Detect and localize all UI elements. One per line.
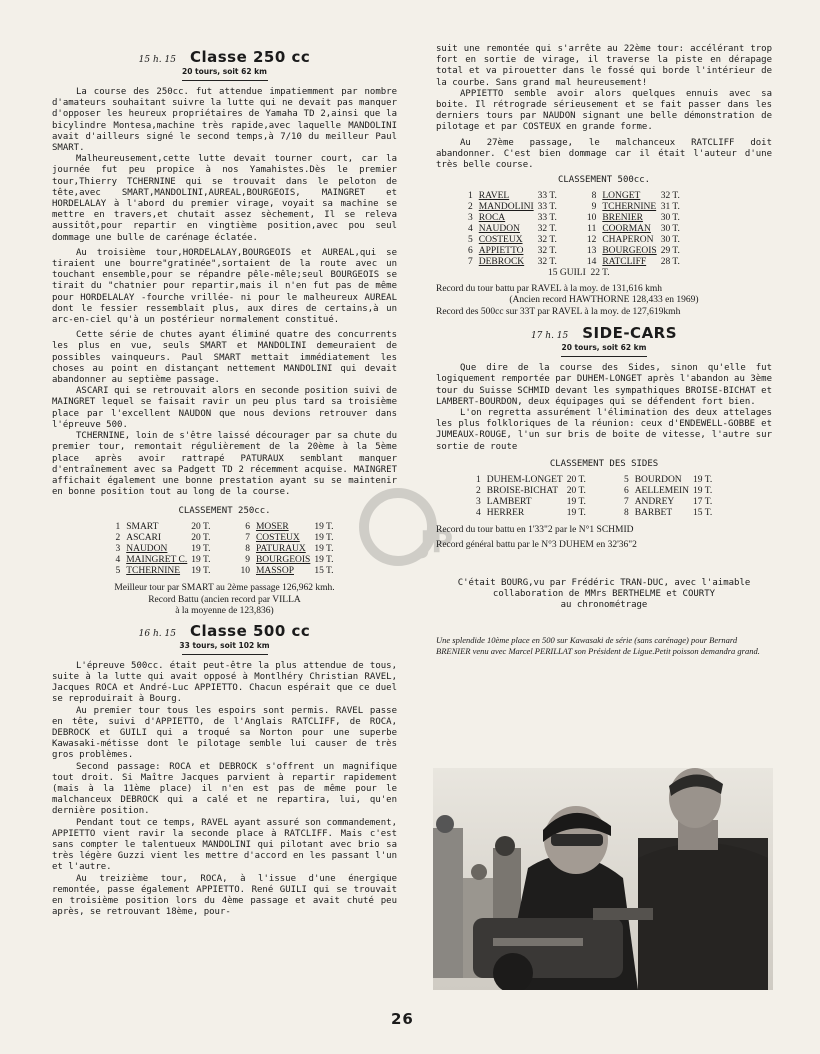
section-subtitle: 33 tours, soit 102 km [179,640,270,650]
paragraph: Pendant tout ce temps, RAVEL ayant assuré son commandement, APPIETTO vient ravir la seconde place à RATCLIFF. Mais c'est sans compter le talentueux MANDOLINI qui pilotant avec brio sa très légère Guzzi vient les mettre d'accord en les passant l'un et l'autre. [52,817,397,873]
laps: 31 T. [660,202,680,213]
position: 2 [476,485,481,496]
results-title: CLASSEMENT 250cc. [178,506,271,517]
laps: 19 T. [191,566,211,577]
paragraph: Second passage: ROCA et DEBROCK s'offrent un magnifique tout droit. Si Maître Jacques parvient à repartir rapidement (mais à la 11ème place) il n'en est pas de même pour le malchanceux DEBROCK qui a calé et ne repartira, lui, qu'en dernière position. [52,761,397,817]
divider [182,80,268,81]
crew-name: BARBET [634,507,673,518]
rider-name: RATCLIFF [602,257,647,268]
record-line: Record du tour battu en 1'33"2 par le N°1 SCHMID [436,524,634,535]
paragraph: Au treizième tour, ROCA, à l'issue d'une énergique remontée, passe également APPIETTO. René GUILI qui se trouvait en troisième position lors du 4ème passage et avait chuté peu après, se retrouvant 18ème, pour- [52,873,397,918]
position: 4 [476,507,481,518]
position: 14 [586,257,597,268]
rider-name: RAVEL [478,191,510,202]
rider-name: PATURAUX [255,544,306,555]
section-250-header [52,48,397,66]
rider-name: BRENIER [602,213,643,224]
laps: 32 T. [537,224,557,235]
section-subtitle: 20 tours, soit 62 km [182,67,267,76]
table-row [474,486,714,497]
paragraph: APPIETTO semble avoir alors quelques ennuis avec sa boite. Il rétrograde sérieusement et se fait passer dans les derniers tours par NAUDON signant une belle démonstration de pilotage et par COSTEUX en grande forme. [436,88,772,133]
position: 5 [468,235,473,246]
table-row [474,475,714,486]
laps: 19 T. [314,544,334,555]
rider-name: ROCA [478,213,506,224]
position: 7 [623,496,629,507]
position: 6 [245,522,250,533]
rider-name: CHAPERON [602,235,654,246]
paragraph: L'épreuve 500cc. était peut-être la plus attendue de tous, suite à la lutte qui avait opposé à Montlhéry Christian RAVEL, Jacques ROCA et André-Luc APPIETTO. Chacun espérait que ce duel se reproduirait à Bourg. [52,660,397,705]
paragraph: suit une remontée qui s'arrête au 22ème tour: accélérant trop fort en sortie de virage, il traverse la piste en dérapage total et va pirouetter dans le fossé qui borde l'intérieur de la courbe. Sans grand mal heureusement! [436,44,772,88]
laps: 15 T. [693,507,713,518]
crew-name: ANDREY [634,496,675,507]
left-column [52,44,397,918]
record-line: Record général battu par le N°3 DUHEM en 32'36"2 [436,540,637,551]
section-subtitle: 20 tours, soit 62 km [561,343,647,353]
paragraph: Malheureusement,cette lutte devait tourner court, car la journée fut peu propice à nos Yamahistes.Dès le premier tour,Thierry TCHERNINE qui se trouvait dans le peloton de tête,avec SMART,MANDOLINI,AUREAL,BOURGEOIS, MAINGRET et HORDELALAY à l'abord du premier virage, voyait sa machine se mettre en travers,et chutait assez sèchement, Il se releva aussitôt,pour repartir en vingtième position,avec pou seul dommage une bulle de carénage éclatée. [52,154,397,243]
position: 3 [476,496,481,507]
position: 7 [468,257,473,268]
rider-name: COSTEUX [478,235,523,246]
crew-name: HERRER [486,507,525,518]
laps: 19 T. [693,485,713,496]
rider-name: NAUDON [478,224,520,235]
rider-name: TCHERNINE [602,202,657,213]
section-500-header [52,622,397,640]
rider-name: MOSER [255,522,289,533]
laps: 32 T. [660,191,680,202]
page-number: 26 [391,1010,414,1028]
laps: 32 T. [537,235,557,246]
rider-name: APPIETTO [478,246,524,257]
rider-name: MANDOLINI [478,202,534,213]
paragraph: ASCARI qui se retrouvait alors en seconde position suivi de MAINGRET lequel se faisait ravir un peu plus tard sa troisième place par l'excellent NAUDON que nous devions retrouver dans l'épreuve 500. [52,386,397,430]
credits-line: collaboration de MMrs BERTHELME et COURTY [492,589,716,600]
laps: 19 T. [693,474,713,485]
rider-name: TCHERNINE [126,566,181,577]
rider-name: LONGET [602,191,641,202]
laps: 30 T. [660,235,680,246]
section-time: 17 h. 15 [530,331,569,342]
section-time: 15 h. 15 [138,55,176,65]
position: 10 [586,213,597,224]
table-row [113,555,335,566]
section-title: SIDE-CARS [582,324,678,343]
rider-name: DEBROCK [478,257,525,268]
table-row [113,544,335,555]
paragraph: Cette série de chutes ayant éliminé quatre des concurrents les plus en vue, seuls SMART et MANDOLINI demeuraient de possibles vainqueurs. Paul SMART mettait immédiatement les choses au point en distançant nettement MANDOLINI qui devait abandonner au septième passage. [52,330,397,386]
position: 12 [586,235,597,246]
results-table-sides [474,475,714,519]
laps: 20 T. [566,485,586,496]
laps: 19 T. [314,522,334,533]
paragraph: Au troisième tour,HORDELALAY,BOURGEOIS et AUREAL,qui se tiraient une bourre"gratinée",sortaient de la route avec un touchant ensemble,pour se répandre pêle-mêle;seul BOURGEOIS se tirait du "chatnier pour repartir,mais il n'en fut pas de même pour HORDELALAY -fourche vrillée- ni pour le malheureux AUREAL dont le fessier ressemblait plus, aux dires de certains,à un arc-en-ciel qu'à un postérieur normalement constitué. [52,247,397,326]
laps: 28 T. [660,257,680,268]
position: 5 [623,474,629,485]
section-title: Classe 500 cc [189,621,311,640]
divider [561,356,647,357]
position: 13 [586,246,597,257]
laps: 20 T. [566,474,586,485]
position: 5 [115,566,121,577]
table-row [113,566,335,577]
position: 3 [115,544,121,555]
position: 2 [468,202,473,213]
record-line: Record des 500cc sur 33T par RAVEL à la moy. de 127,619kmh [436,306,681,317]
results-title: CLASSEMENT 500cc. [557,175,651,186]
watermark-stamp [358,482,470,577]
position: 11 [587,224,597,235]
section-time: 16 h. 15 [138,628,176,639]
rider-name: COORMAN [602,224,651,235]
table-row [474,508,714,519]
laps: 33 T. [537,191,557,202]
position: 9 [591,202,597,213]
laps: 19 T. [566,496,586,507]
position: 4 [115,555,121,566]
photo-caption: Une splendide 10ème place en 500 sur Kawasaki de série (sans carénage) pour Bernard BRENIER venu avec Marcel PERILLAT son Président de Ligue.Petit poisson demandra grand. [436,635,760,656]
race-photo [433,768,773,990]
rider-name: COSTEUX [255,533,300,544]
position: 8 [245,544,250,555]
record-line: Record Battu (ancien record par VILLA [148,594,301,605]
position: 10 [240,566,250,577]
laps: 33 T. [537,202,557,213]
table-row [466,235,682,246]
table-row [466,246,682,257]
laps: 32 T. [537,257,557,268]
table-row [113,522,335,533]
table-row [466,191,682,202]
paragraph: La course des 250cc. fut attendue impatiemment par nombre d'amateurs souhaitant suivre la lutte qui ne devait pas manquer d'opposer les heureux propriétaires de Yamaha TD 2,ainsi que la bicylindre Montesa,machine très rapide,avec laquelle MANDOLINI avait d'ailleurs signé le second temps,à 7/10 du meilleur Paul SMART. [52,87,397,154]
record-line: Record du tour battu par RAVEL à la moy. de 131,616 kmh [436,283,663,294]
table-row [466,257,682,268]
results-table-500 [466,191,682,268]
crew-name: BOURDON [634,474,682,485]
credits-line: au chronométrage [560,600,648,611]
laps: 33 T. [537,213,557,224]
rider-name: NAUDON [126,544,168,555]
section-sidecars-header [436,324,772,342]
table-row [466,202,682,213]
record-line: Meilleur tour par SMART au 2ème passage 126,962 kmh. [114,583,335,594]
table-row [466,224,682,235]
rider-name: MASSOP [255,566,294,577]
results-last-row: 15 GUILI 22 T. [548,268,610,279]
laps: 20 T. [191,533,211,544]
rider-name: BOURGEOIS [255,555,311,566]
laps: 15 T. [314,566,334,577]
position: 1 [115,522,121,533]
results-table-250 [113,522,335,577]
position: 9 [245,555,250,566]
table-row [113,533,335,544]
paragraph: Au premier tour tous les espoirs sont permis. RAVEL passe en tête, suivi d'APPIETTO, de l'Anglais RATCLIFF, de ROCA, DEBROCK et GUILI qui a troqué sa Norton pour une superbe Kawasaki-métisse dont le pilotage semble lui causer de très gros problèmes. [52,705,397,761]
laps: 19 T. [191,544,211,555]
laps: 32 T. [537,246,557,257]
paragraph: TCHERNINE, loin de s'être laissé décourager par sa chute du premier tour, remontait régulièrement de la 20ème à la 5ème place après avoir rattrapé PATURAUX semblant manquer d'entraînement avec sa Padgett TD 2 récemment acquise. MAINGRET affichait également une bonne prestation ayant su se maintenir en bonne position tout au long de la course. [52,431,397,498]
rider-name: MAINGRET C. [126,555,188,566]
stamp-text: JP [420,525,454,560]
rider-name: ASCARI [126,533,162,544]
table-row [474,497,714,508]
crew-name: BROISE-BICHAT [486,485,559,496]
laps: 29 T. [660,246,680,257]
laps: 20 T. [191,522,211,533]
paragraph: Que dire de la course des Sides, sinon qu'elle fut logiquement remportée par DUHEM-LONGET après l'abandon au 3ème tour du Suisse SCHMID devant les sympathiques BROISE-BICHAT et LAMBERT-BOURDON, deux équipages qui se défendent fort bien. [436,363,772,407]
crew-name: AELLEMEIN [634,485,690,496]
crew-name: DUHEM-LONGET [486,474,563,485]
position: 1 [476,474,481,485]
paragraph: Au 27ème passage, le malchanceux RATCLIFF doit abandonner. C'est bien dommage car il était l'auteur d'une très belle course. [436,137,772,171]
laps: 19 T. [566,507,586,518]
position: 3 [468,213,473,224]
laps: 30 T. [660,213,680,224]
credits-line: C'était BOURG,vu par Frédéric TRAN-DUC, avec l'aimable [457,577,751,588]
position: 4 [468,224,473,235]
record-line: (Ancien record HAWTHORNE 128,433 en 1969) [509,295,699,306]
crew-name: LAMBERT [486,496,532,507]
laps: 30 T. [660,224,680,235]
paragraph: L'on regretta assurément l'élimination des deux attelages les plus folkloriques de la réunion: ceux d'ENDEWELL-GOBBE et JUMEAUX-ROUGE, l'un sur bris de boite de vitesse, l'autre sur sortie de route [436,408,772,452]
position: 2 [115,533,121,544]
results-title: CLASSEMENT DES SIDES [549,458,659,469]
position: 1 [468,191,473,202]
rider-name: BOURGEOIS [602,246,657,257]
position: 8 [591,191,597,202]
position: 8 [623,507,629,518]
record-line: à la moyenne de 123,836) [175,606,274,617]
position: 6 [623,485,629,496]
rider-name: SMART [126,522,159,533]
position: 7 [245,533,250,544]
laps: 19 T. [314,555,334,566]
right-column [436,44,772,656]
table-row [466,213,682,224]
laps: 19 T. [314,533,334,544]
laps: 19 T. [191,555,211,566]
section-title: Classe 250 cc [189,48,311,66]
credits [436,578,772,612]
divider [182,654,268,655]
position: 6 [468,246,473,257]
laps: 17 T. [693,496,713,507]
